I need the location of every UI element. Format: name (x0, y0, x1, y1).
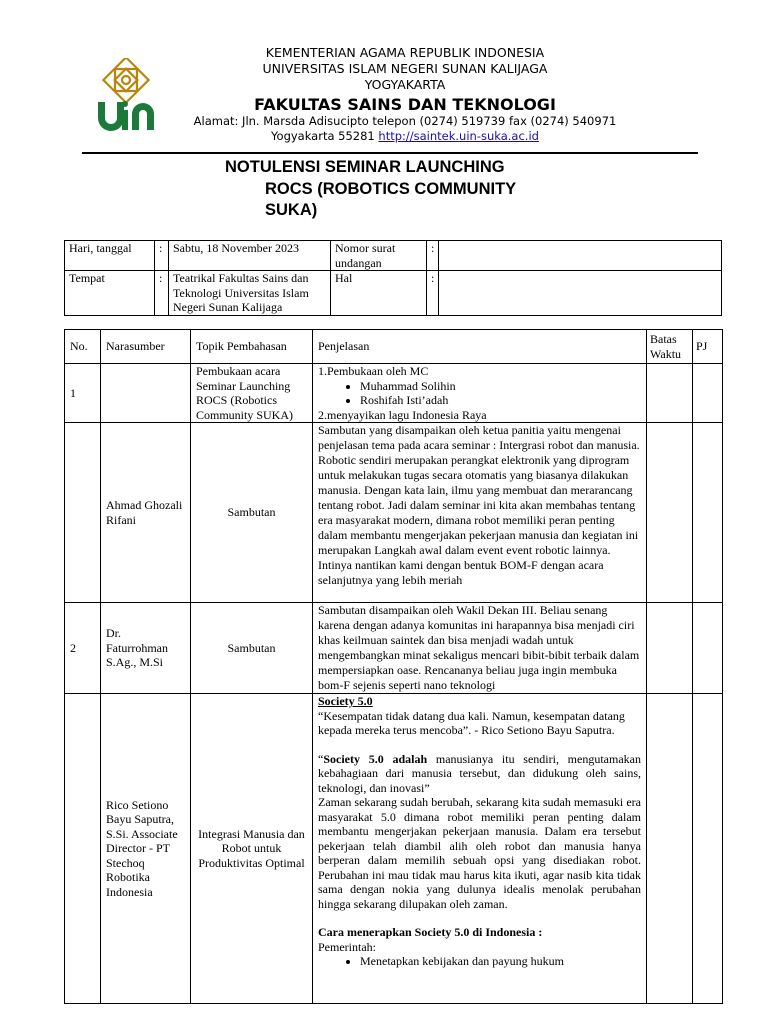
row-number (65, 694, 101, 1004)
row-number (65, 423, 101, 603)
table-header-row (65, 330, 723, 364)
row-batas-waktu (647, 364, 693, 423)
agenda-item: 2.menyayikan lagu Indonesia Raya (318, 407, 487, 422)
row-topik: Sambutan (191, 603, 313, 694)
row-pj (693, 694, 723, 1004)
list-item: • Muhammad Solihin (360, 379, 641, 394)
row-batas-waktu (647, 603, 693, 694)
faculty-website-link[interactable]: http://saintek.uin-suka.ac.id (378, 129, 539, 143)
city-postcode: Yogyakarta 55281 (271, 129, 375, 143)
doc-title-line3: SUKA) (265, 201, 318, 219)
policy-list (318, 954, 641, 969)
row-topik: Pembukaan acara Seminar Launching ROCS (Robotics Community SUKA) (191, 364, 313, 423)
header-divider (82, 152, 698, 154)
col-header-pj: PJ (693, 330, 723, 364)
tempat-value: Teatrikal Fakultas Sains dan Teknologi Universitas Islam Negeri Sunan Kalijaga (169, 271, 331, 316)
section-heading: Society 5.0 (318, 694, 373, 708)
table-row (65, 694, 723, 1004)
subheading: Cara menerapkan Society 5.0 di Indonesia : (318, 925, 543, 939)
university-name: UNIVERSITAS ISLAM NEGERI SUNAN KALIJAGA (262, 61, 548, 76)
doc-title-line2: ROCS (ROBOTICS COMMUNITY (265, 180, 517, 198)
table-row (65, 423, 723, 603)
table-row (65, 364, 723, 423)
row-narasumber (101, 364, 191, 423)
hari-value: Sabtu, 18 November 2023 (169, 241, 331, 271)
mc-list (318, 379, 641, 408)
row-number: 2 (65, 603, 101, 694)
nomor-value (439, 241, 722, 271)
list-item: • Roshifah Isti’adah (360, 393, 641, 408)
row-penjelasan: Sambutan yang disampaikan oleh ketua panitia yaitu mengenai penjelasan tema pada acara seminar : Intergrasi robot dan manusia. Robotic sendiri merupakan perangkat elektronik yang diprogram untuk melakukan tugas secara otomatis yang biasanya dilakukan manusia. Dengan kata lain, ilmu yang membuat dan merarancang tentang robot. Jadi dalam seminar ini kita akan membahas tentang era masyarakat modern, dimana robot memiliki peran penting dalam membantu mengerjakan pekerjaan manusia dan kegiatan ini merupakan Langkah awal dalam event event robotic lainnya. Intinya nantikan kami dengan bentuk BOM-F dengan acara selanjutnya yang lebih meriah (313, 423, 647, 603)
row-batas-waktu (647, 694, 693, 1004)
row-penjelasan (313, 364, 647, 423)
row-narasumber: Ahmad Ghozali Rifani (101, 423, 191, 603)
quote: “Kesempatan tidak datang dua kali. Namun, kesempatan datang kepada mereka terus mencoba”. - Rico Setiono Bayu Saputra. (318, 708, 625, 737)
row-pj (693, 603, 723, 694)
row-penjelasan: Sambutan disampaikan oleh Wakil Dekan III. Beliau senang karena dengan adanya komunitas ini harapannya bisa menjadi ciri khas keilmuan saintek dan bisa menjadi wadah untuk mengembangkan minat sekaligus mencari bibit-bibit terbaik dalam mempersiapkan oase. Rencananya beliau juga ingin membuka bom-F sejenis seperti nano teknologi (313, 603, 647, 694)
uin-logo (96, 58, 156, 132)
definition-term: Society 5.0 adalah (323, 751, 428, 766)
faculty-name: FAKULTAS SAINS DAN TEKNOLOGI (254, 95, 556, 114)
row-pj (693, 364, 723, 423)
col-header-no: No. (65, 330, 101, 364)
colon: : (427, 241, 439, 271)
row-narasumber: Dr. Faturrohman S.Ag., M.Si (101, 603, 191, 694)
col-header-topik: Topik Pembahasan (191, 330, 313, 364)
info-table (64, 240, 722, 316)
row-number: 1 (65, 364, 101, 423)
hari-label: Hari, tanggal (65, 241, 155, 271)
definition: “Society 5.0 adalah manusianya itu sendiri, mengutamakan kebahagiaan dari manusia tersebut, dan didukung oleh sains, teknologi, dan inovasi” (318, 751, 641, 795)
nomor-label: Nomor surat undangan (331, 241, 427, 271)
table-row (65, 603, 723, 694)
col-header-narasumber: Narasumber (101, 330, 191, 364)
col-header-batas-waktu: Batas Waktu (647, 330, 693, 364)
tempat-label: Tempat (65, 271, 155, 316)
university-city: YOGYAKARTA (364, 77, 446, 92)
doc-title-line1: NOTULENSI SEMINAR LAUNCHING (225, 158, 505, 176)
group-label: Pemerintah: (318, 939, 376, 954)
colon: : (155, 241, 169, 271)
row-narasumber: Rico Setiono Bayu Saputra, S.Si. Associate Director - PT Stechoq Robotika Indonesia (101, 694, 191, 1004)
hal-label: Hal (331, 271, 427, 316)
row-topik: Integrasi Manusia dan Robot untuk Produktivitas Optimal (191, 694, 313, 1004)
address-line: Alamat: Jln. Marsda Adisucipto telepon (0274) 519739 fax (0274) 540971 (193, 114, 617, 128)
row-penjelasan (313, 694, 647, 1004)
col-header-penjelasan: Penjelasan (313, 330, 647, 364)
paragraph: Zaman sekarang sudah berubah, sekarang kita sudah memasuki era masyarakat 5.0 dimana robot memiliki peran penting dalam membantu mengerjakan pekerjaan manusia. Dalam era tersebut pekerjaan telah diambil alih oleh robot dan manusia hanya berperan dalam memilih sebuah opsi yang disediakan robot. Perubahan ini mau tidak mau harus kita ikuti, agar nasib kita tidak sama dengan nokia yang dulunya idealis menolak perubahan hingga sekarang dilupakan oleh zaman. (318, 795, 641, 911)
hal-value (439, 271, 722, 316)
colon: : (155, 271, 169, 316)
row-topik: Sambutan (191, 423, 313, 603)
row-batas-waktu (647, 423, 693, 603)
minutes-table (64, 329, 723, 1004)
list-item: • Menetapkan kebijakan dan payung hukum (360, 954, 641, 969)
colon: : (427, 271, 439, 316)
ministry-name: KEMENTERIAN AGAMA REPUBLIK INDONESIA (265, 45, 545, 60)
agenda-item: 1.Pembukaan oleh MC (318, 364, 429, 378)
row-pj (693, 423, 723, 603)
city-url-line (180, 129, 630, 144)
